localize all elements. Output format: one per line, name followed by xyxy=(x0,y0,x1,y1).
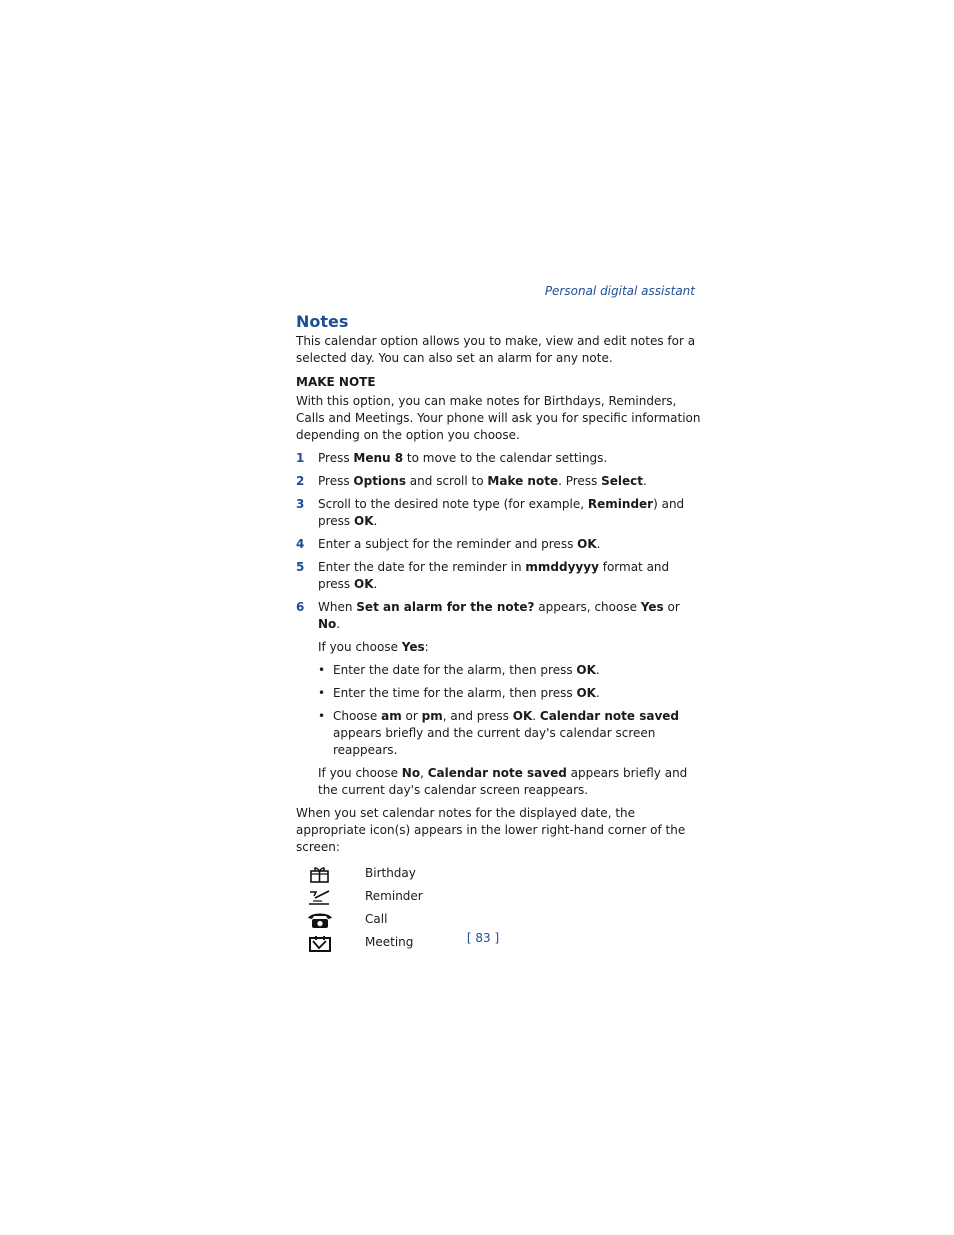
step-item xyxy=(296,599,701,633)
bullet-text: Enter the date for the alarm, then press OK. xyxy=(333,663,600,677)
alarm-bullets xyxy=(318,662,701,759)
emphasis-text: Make note xyxy=(487,474,559,488)
icons-intro: When you set calendar notes for the displayed date, the appropriate icon(s) appears in the lower right-hand corner of the screen: xyxy=(296,806,686,854)
step-number: 6 xyxy=(296,600,305,614)
emphasis-text: OK xyxy=(354,577,374,591)
bullet-item xyxy=(318,708,701,759)
icon-label: Call xyxy=(365,912,388,926)
step-number: 3 xyxy=(296,497,305,511)
step-text: Press Options and scroll to Make note. Press Select. xyxy=(318,474,647,488)
step-number: 1 xyxy=(296,451,305,465)
step-text: When Set an alarm for the note? appears, choose Yes or No. xyxy=(318,600,680,631)
icon-label: Meeting xyxy=(365,935,414,949)
bullet-item xyxy=(318,685,701,702)
section-heading-make-note: MAKE NOTE xyxy=(296,375,376,389)
emphasis-text: Menu 8 xyxy=(353,451,404,465)
emphasis-text: Yes xyxy=(640,600,664,614)
emphasis-text: pm xyxy=(421,709,443,723)
emphasis-text: OK xyxy=(577,537,597,551)
emphasis-text: Calendar note saved xyxy=(427,766,567,780)
make-note-intro: With this option, you can make notes for Birthdays, Reminders, Calls and Meetings. Your phone will ask you for specific information depending on the option you choose. xyxy=(296,394,701,442)
emphasis-text: No xyxy=(318,617,337,631)
emphasis-text: OK xyxy=(576,686,596,700)
icon-label: Birthday xyxy=(365,866,416,880)
if-no-text: If you choose No, Calendar note saved appears briefly and the current day's calendar screen reappears. xyxy=(318,766,688,797)
page-title: Notes xyxy=(296,312,349,331)
icon-row-birthday xyxy=(296,865,701,888)
emphasis-text: OK xyxy=(354,514,374,528)
icon-label: Reminder xyxy=(365,889,423,903)
emphasis-text: Reminder xyxy=(587,497,654,511)
step-item xyxy=(296,536,701,553)
emphasis-text: OK xyxy=(576,663,596,677)
page-content xyxy=(296,311,701,957)
emphasis-text: No xyxy=(401,766,421,780)
step-text: Scroll to the desired note type (for example, Reminder) and press OK. xyxy=(318,497,685,528)
bullet-text: Choose am or pm, and press OK. Calendar note saved appears briefly and the current day's calendar screen reappears. xyxy=(333,709,680,757)
emphasis-text: mmddyyyy xyxy=(525,560,599,574)
step-number: 5 xyxy=(296,560,305,574)
step-item xyxy=(296,450,701,467)
step-text: Press Menu 8 to move to the calendar settings. xyxy=(318,451,608,465)
step-text: Enter a subject for the reminder and press OK. xyxy=(318,537,601,551)
emphasis-text: Select xyxy=(601,474,644,488)
step-item xyxy=(296,496,701,530)
emphasis-text: Set an alarm for the note? xyxy=(356,600,535,614)
icon-row-reminder xyxy=(296,888,701,911)
notes-intro: This calendar option allows you to make, view and edit notes for a selected day. You can also set an alarm for any note. xyxy=(296,334,696,365)
bullet-item xyxy=(318,662,701,679)
step-item xyxy=(296,473,701,490)
step-number: 2 xyxy=(296,474,305,488)
emphasis-text: Yes xyxy=(401,640,425,654)
reminder-icon xyxy=(307,888,333,906)
bullet-icon: • xyxy=(318,686,326,700)
emphasis-text: Options xyxy=(353,474,406,488)
bullet-text: Enter the time for the alarm, then press OK. xyxy=(333,686,600,700)
step-number: 4 xyxy=(296,537,305,551)
page-number: [ 83 ] xyxy=(466,931,500,945)
emphasis-text: OK xyxy=(512,709,533,723)
emphasis-text: Calendar note saved xyxy=(539,709,680,723)
bullet-icon: • xyxy=(318,709,326,723)
bullet-icon: • xyxy=(318,663,326,677)
birthday-icon xyxy=(307,865,333,883)
section-header: Personal digital assistant xyxy=(544,284,695,298)
if-yes-text: If you choose Yes: xyxy=(318,640,429,654)
steps-list xyxy=(296,450,701,633)
step-item xyxy=(296,559,701,593)
call-icon xyxy=(307,911,333,929)
step-6-details xyxy=(318,639,701,799)
step-text: Enter the date for the reminder in mmddyyyy format and press OK. xyxy=(318,560,670,591)
emphasis-text: am xyxy=(381,709,402,723)
